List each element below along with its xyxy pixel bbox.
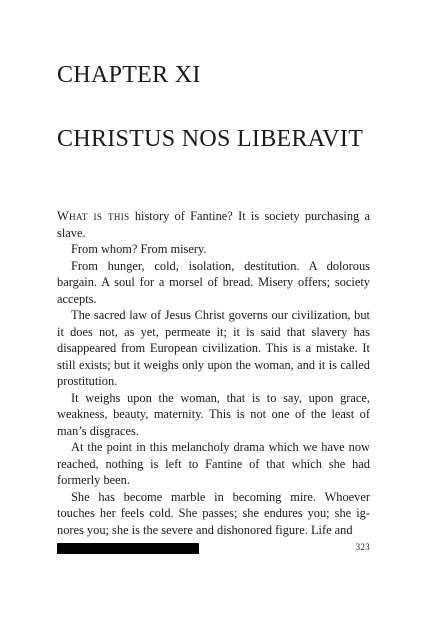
chapter-number: CHAPTER XI [57, 62, 201, 88]
paragraph-3: From hunger, cold, isolation, destitution. A dolorous bargain. A soul for a morsel of bread. Misery offers; society accepts. [57, 258, 370, 306]
paragraph-7: She has become marble in becoming mire. Whoever touches her feels cold. She passes; she endures you; she ignores you; she is the severe and dishonored figure. Life and [57, 489, 370, 537]
paragraph-2: From whom? From misery. [71, 242, 207, 256]
footer-redaction-bar [57, 543, 199, 554]
paragraph-4: The sacred law of Jesus Christ governs our civilization, but it does not, as yet, permeate it; it is said that slavery has disappeared from European civilization. This is a mistake. It still exists; but it weighs only upon the woman, and it is called prostitution. [57, 308, 370, 388]
chapter-title: CHRISTUS NOS LIBERAVIT [57, 126, 364, 152]
page-number: 323 [355, 542, 370, 552]
paragraph-1-lead: What is this [57, 209, 130, 223]
paragraph-1-text: history of Fantine? It is society purchasing a slave. [57, 209, 370, 240]
paragraph-5: It weighs upon the woman, that is to say, upon grace, weakness, beauty, maternity. This is not one of the least of man’s disgraces. [57, 390, 370, 438]
paragraph-6: At the point in this melancholy drama which we have now reached, nothing is left to Fantine of that which she had formerly been. [57, 440, 370, 487]
paragraph-1 [57, 208, 370, 241]
chapter-body [57, 208, 370, 538]
